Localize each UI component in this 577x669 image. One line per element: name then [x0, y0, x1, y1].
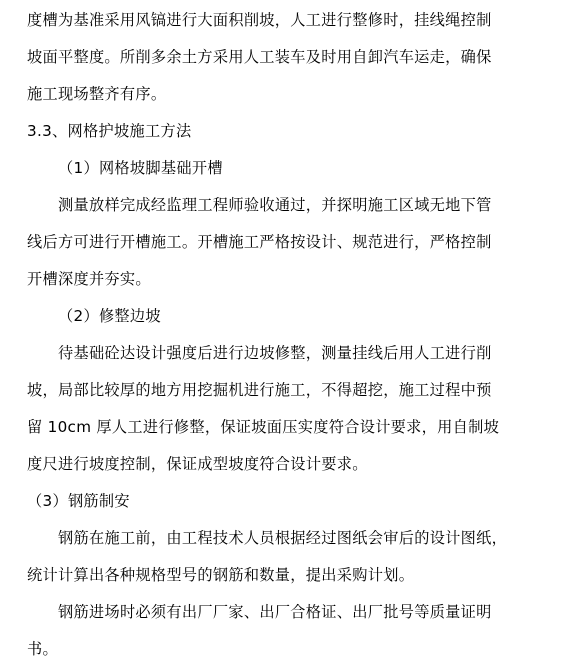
section-heading: 3.3、网格护坡施工方法	[27, 122, 192, 140]
paragraph-line: 度尺进行坡度控制，保证成型坡度符合设计要求。	[27, 455, 368, 473]
paragraph-line: 坡，局部比较厚的地方用挖掘机进行施工，不得超挖，施工过程中预	[27, 381, 492, 399]
paragraph-line: 线后方可进行开槽施工。开槽施工严格按设计、规范进行，严格控制	[27, 233, 492, 251]
subsection-heading: （3）钢筋制安	[27, 492, 130, 510]
paragraph-line: 统计计算出各种规格型号的钢筋和数量，提出采购计划。	[27, 566, 415, 584]
paragraph-line: 坡面平整度。所削多余土方采用人工装车及时用自卸汽车运走，确保	[27, 48, 492, 66]
paragraph-line: 书。	[27, 640, 58, 658]
paragraph-line: 留 10cm 厚人工进行修整，保证坡面压实度符合设计要求，用自制坡	[27, 418, 500, 436]
subsection-heading: （2）修整边坡	[58, 307, 161, 325]
paragraph-line: 钢筋进场时必须有出厂厂家、出厂合格证、出厂批号等质量证明	[58, 603, 492, 621]
paragraph-line: 待基础砼达设计强度后进行边坡修整，测量挂线后用人工进行削	[58, 344, 492, 362]
paragraph-line: 钢筋在施工前，由工程技术人员根据经过图纸会审后的设计图纸，	[58, 529, 508, 547]
subsection-heading: （1）网格坡脚基础开槽	[58, 159, 223, 177]
paragraph-line: 度槽为基准采用风镐进行大面积削坡，人工进行整修时，挂线绳控制	[27, 11, 492, 29]
paragraph-line: 开槽深度并夯实。	[27, 270, 151, 288]
paragraph-line: 测量放样完成经监理工程师验收通过，并探明施工区域无地下管	[58, 196, 492, 214]
paragraph-line: 施工现场整齐有序。	[27, 85, 167, 103]
